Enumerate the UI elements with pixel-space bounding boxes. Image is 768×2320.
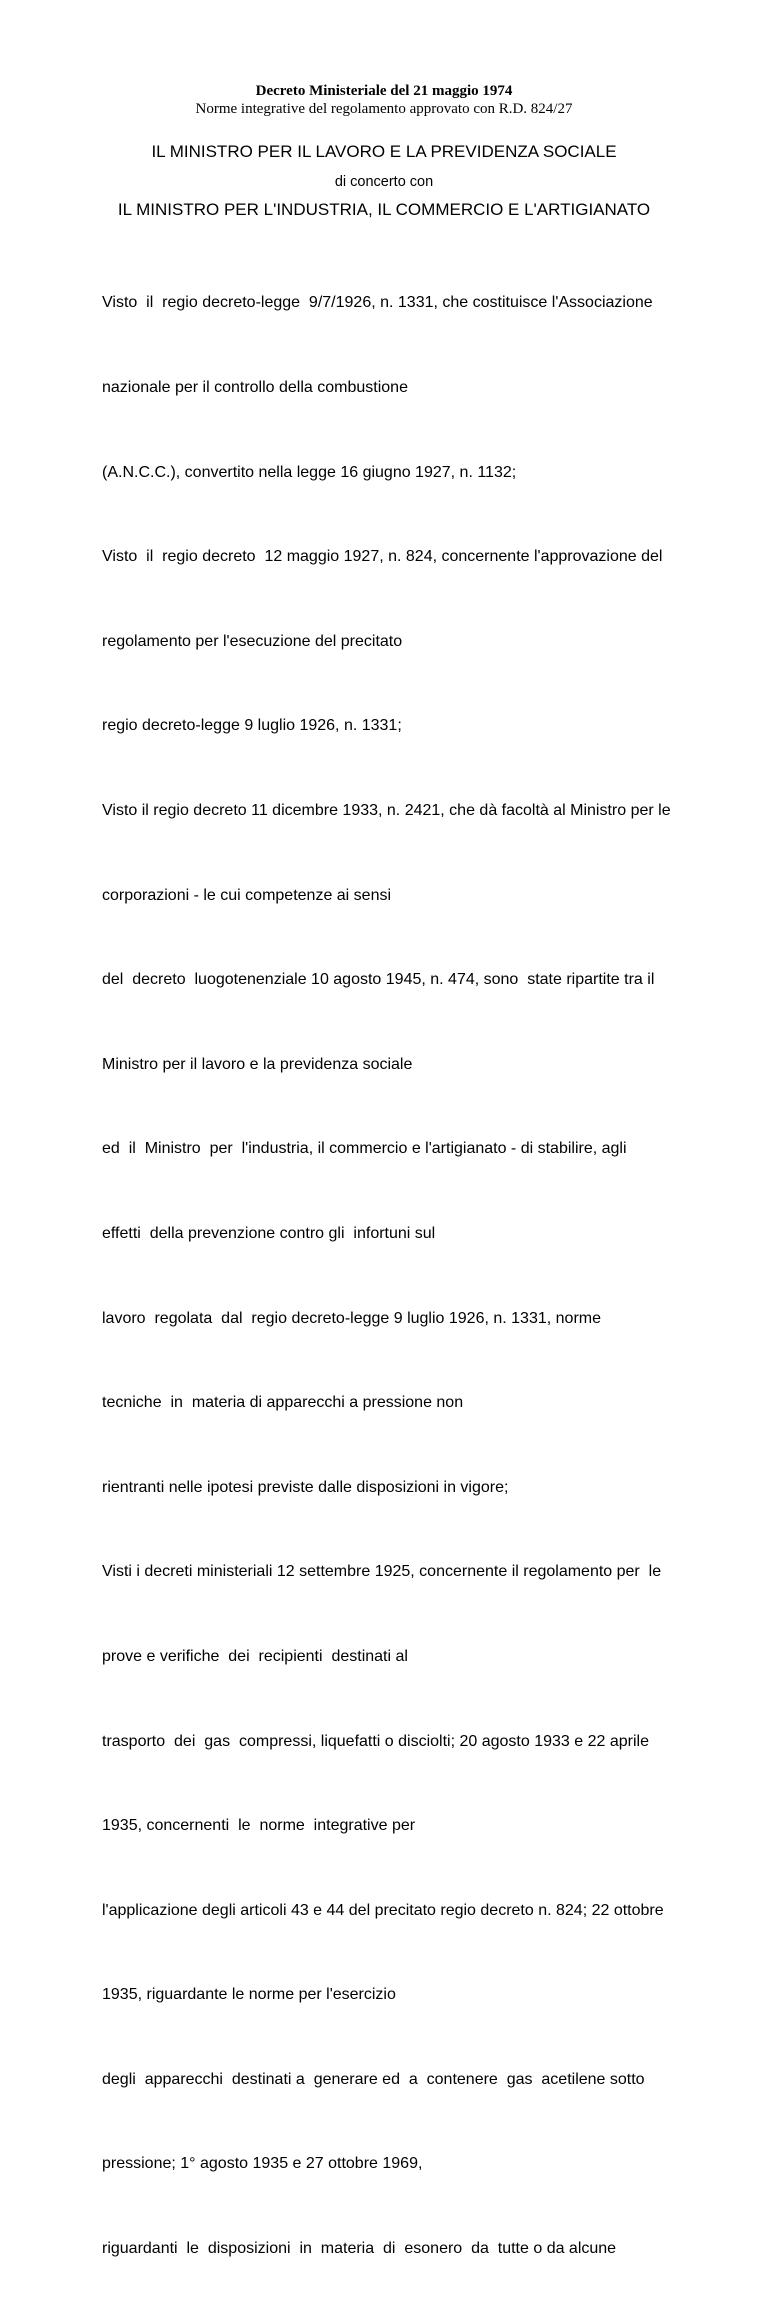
document-subtitle: Norme integrative del regolamento approvato con R.D. 824/27 bbox=[195, 101, 573, 117]
body-line: lavoro regolata dal regio decreto-legge 9 luglio 1926, n. 1331, norme bbox=[102, 1309, 601, 1327]
body-line: del decreto luogotenenziale 10 agosto 1945, n. 474, sono state ripartite tra il bbox=[102, 971, 655, 989]
body-line: l'applicazione degli articoli 43 e 44 del precitato regio decreto n. 824; 22 ottobre bbox=[102, 1901, 664, 1919]
body-line: Visto il regio decreto-legge 9/7/1926, n. 1331, che costituisce l'Associazione bbox=[102, 294, 653, 312]
body-line: prove e verifiche dei recipienti destinati al bbox=[102, 1647, 408, 1665]
body-line: regio decreto-legge 9 luglio 1926, n. 1331; bbox=[102, 717, 402, 735]
body-line: regolamento per l'esecuzione del precitato bbox=[102, 632, 403, 650]
body-line: Ministro per il lavoro e la previdenza sociale bbox=[102, 1055, 413, 1073]
body-line: (A.N.C.C.), convertito nella legge 16 giugno 1927, n. 1132; bbox=[102, 463, 517, 481]
body-line: effetti della prevenzione contro gli infortuni sul bbox=[102, 1224, 436, 1242]
preamble-concerto: di concerto con bbox=[334, 174, 434, 190]
body-line: corporazioni - le cui competenze ai sensi bbox=[102, 886, 392, 904]
body-line: tecniche in materia di apparecchi a pressione non bbox=[102, 1394, 464, 1412]
preamble-minister-labour: IL MINISTRO PER IL LAVORO E LA PREVIDENZA SOCIALE bbox=[151, 142, 617, 161]
body-line: ed il Ministro per l'industria, il commercio e l'artigianato - di stabilire, agli bbox=[102, 1140, 627, 1158]
body-line: riguardanti le disposizioni in materia di esonero da tutte o da alcune bbox=[102, 2240, 617, 2258]
body-line: nazionale per il controllo della combustione bbox=[102, 379, 408, 396]
body-line: 1935, concernenti le norme integrative per bbox=[102, 1817, 416, 1835]
body-line: Visto il regio decreto 12 maggio 1927, n. 824, concernente l'approvazione del bbox=[102, 548, 663, 566]
body-line: Visto il regio decreto 11 dicembre 1933, n. 2421, che dà facoltà al Ministro per le bbox=[102, 801, 671, 819]
body-line: 1935, riguardante le norme per l'esercizio bbox=[102, 1986, 396, 2004]
document-body bbox=[102, 233, 762, 2320]
body-line: pressione; 1° agosto 1935 e 27 ottobre 1969, bbox=[102, 2155, 423, 2173]
body-line: degli apparecchi destinati a generare ed a contenere gas acetilene sotto bbox=[102, 2070, 645, 2088]
document-title: Decreto Ministeriale del 21 maggio 1974 bbox=[255, 83, 513, 99]
body-line: trasporto dei gas compressi, liquefatti o disciolti; 20 agosto 1933 e 22 aprile bbox=[102, 1732, 649, 1750]
body-line: rientranti nelle ipotesi previste dalle disposizioni in vigore; bbox=[102, 1478, 509, 1496]
body-line: Visti i decreti ministeriali 12 settembre 1925, concernente il regolamento per le bbox=[102, 1563, 662, 1581]
preamble-minister-industry: IL MINISTRO PER L'INDUSTRIA, IL COMMERCIO E L'ARTIGIANATO bbox=[117, 200, 651, 219]
